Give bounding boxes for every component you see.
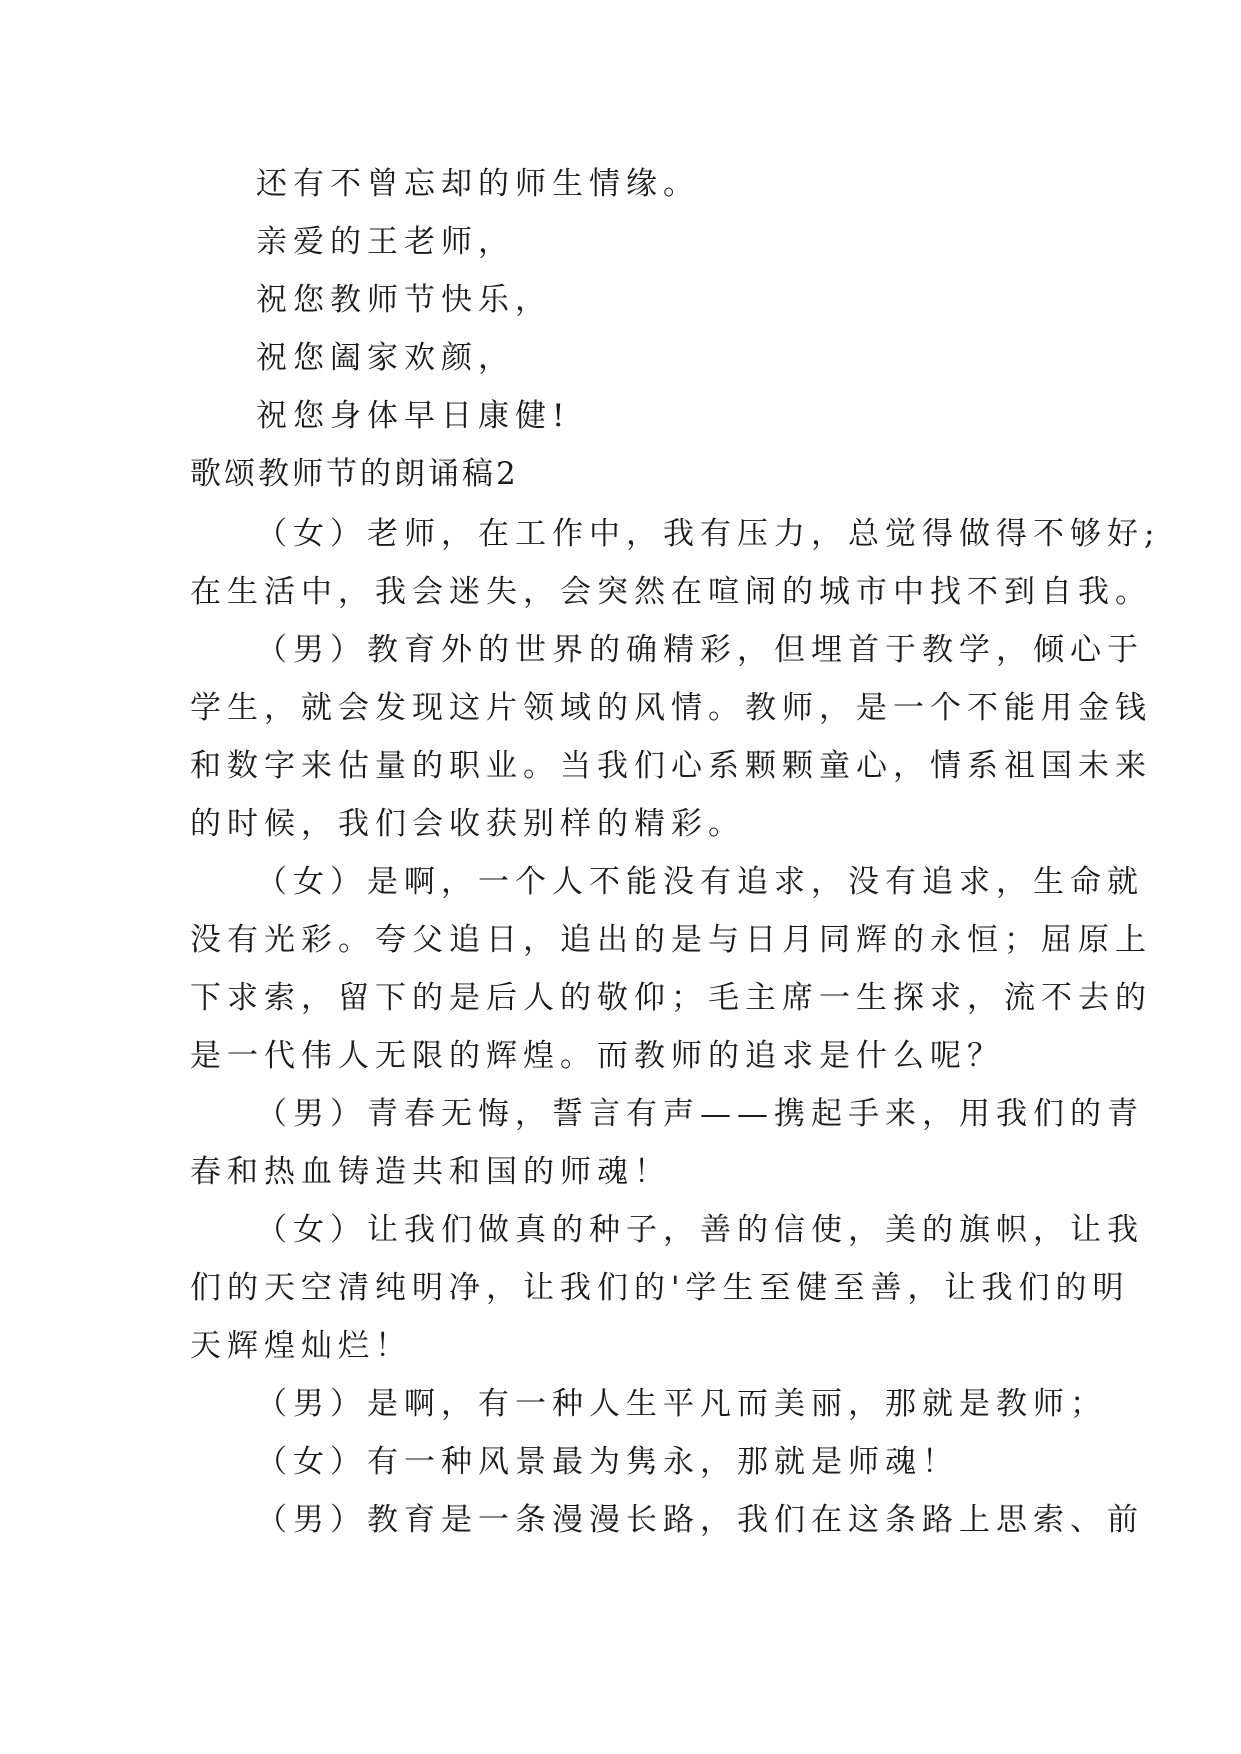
paragraph-line: 的时候，我们会收获别样的精彩。	[190, 806, 745, 842]
text-line: 祝您阖家欢颜，	[256, 340, 515, 376]
paragraph-line: 天辉煌灿烂！	[190, 1328, 412, 1364]
paragraph-line: （女）有一种风景最为隽永，那就是师魂！	[256, 1444, 959, 1480]
paragraph-line: （女）老师，在工作中，我有压力，总觉得做得不够好;	[256, 516, 1161, 552]
paragraph-line: 们的天空清纯明净，让我们的'学生至健至善，让我们的明	[190, 1270, 1130, 1306]
paragraph-line: 没有光彩。夸父追日，追出的是与日月同辉的永恒；屈原上	[190, 922, 1152, 958]
paragraph-line: 春和热血铸造共和国的师魂！	[190, 1154, 671, 1190]
paragraph-line: （男）教育外的世界的确精彩，但埋首于教学，倾心于	[256, 632, 1144, 668]
paragraph-line: （女）让我们做真的种子，善的信使，美的旗帜，让我	[256, 1212, 1144, 1248]
paragraph-line: （男）青春无悔，誓言有声——携起手来，用我们的青	[256, 1096, 1144, 1132]
text-line: 亲爱的王老师，	[256, 224, 515, 260]
text-line: 祝您教师节快乐，	[256, 282, 552, 318]
paragraph-line: （男）是啊，有一种人生平凡而美丽，那就是教师；	[256, 1386, 1107, 1422]
paragraph-line: （女）是啊，一个人不能没有追求，没有追求，生命就	[256, 864, 1144, 900]
text-line: 祝您身体早日康健!	[256, 398, 571, 434]
paragraph-line: （男）教育是一条漫漫长路，我们在这条路上思索、前	[256, 1502, 1144, 1538]
paragraph-line: 是一代伟人无限的辉煌。而教师的追求是什么呢？	[190, 1038, 1004, 1074]
paragraph-line: 下求索，留下的是后人的敬仰；毛主席一生探求，流不去的	[190, 980, 1152, 1016]
text-line: 还有不曾忘却的师生情缘。	[256, 166, 700, 202]
paragraph-line: 在生活中，我会迷失，会突然在喧闹的城市中找不到自我。	[190, 574, 1152, 610]
paragraph-line: 和数字来估量的职业。当我们心系颗颗童心，情系祖国未来	[190, 748, 1152, 784]
paragraph-line: 学生，就会发现这片领域的风情。教师，是一个不能用金钱	[190, 690, 1152, 726]
section-heading: 歌颂教师节的朗诵稿2	[190, 456, 519, 492]
